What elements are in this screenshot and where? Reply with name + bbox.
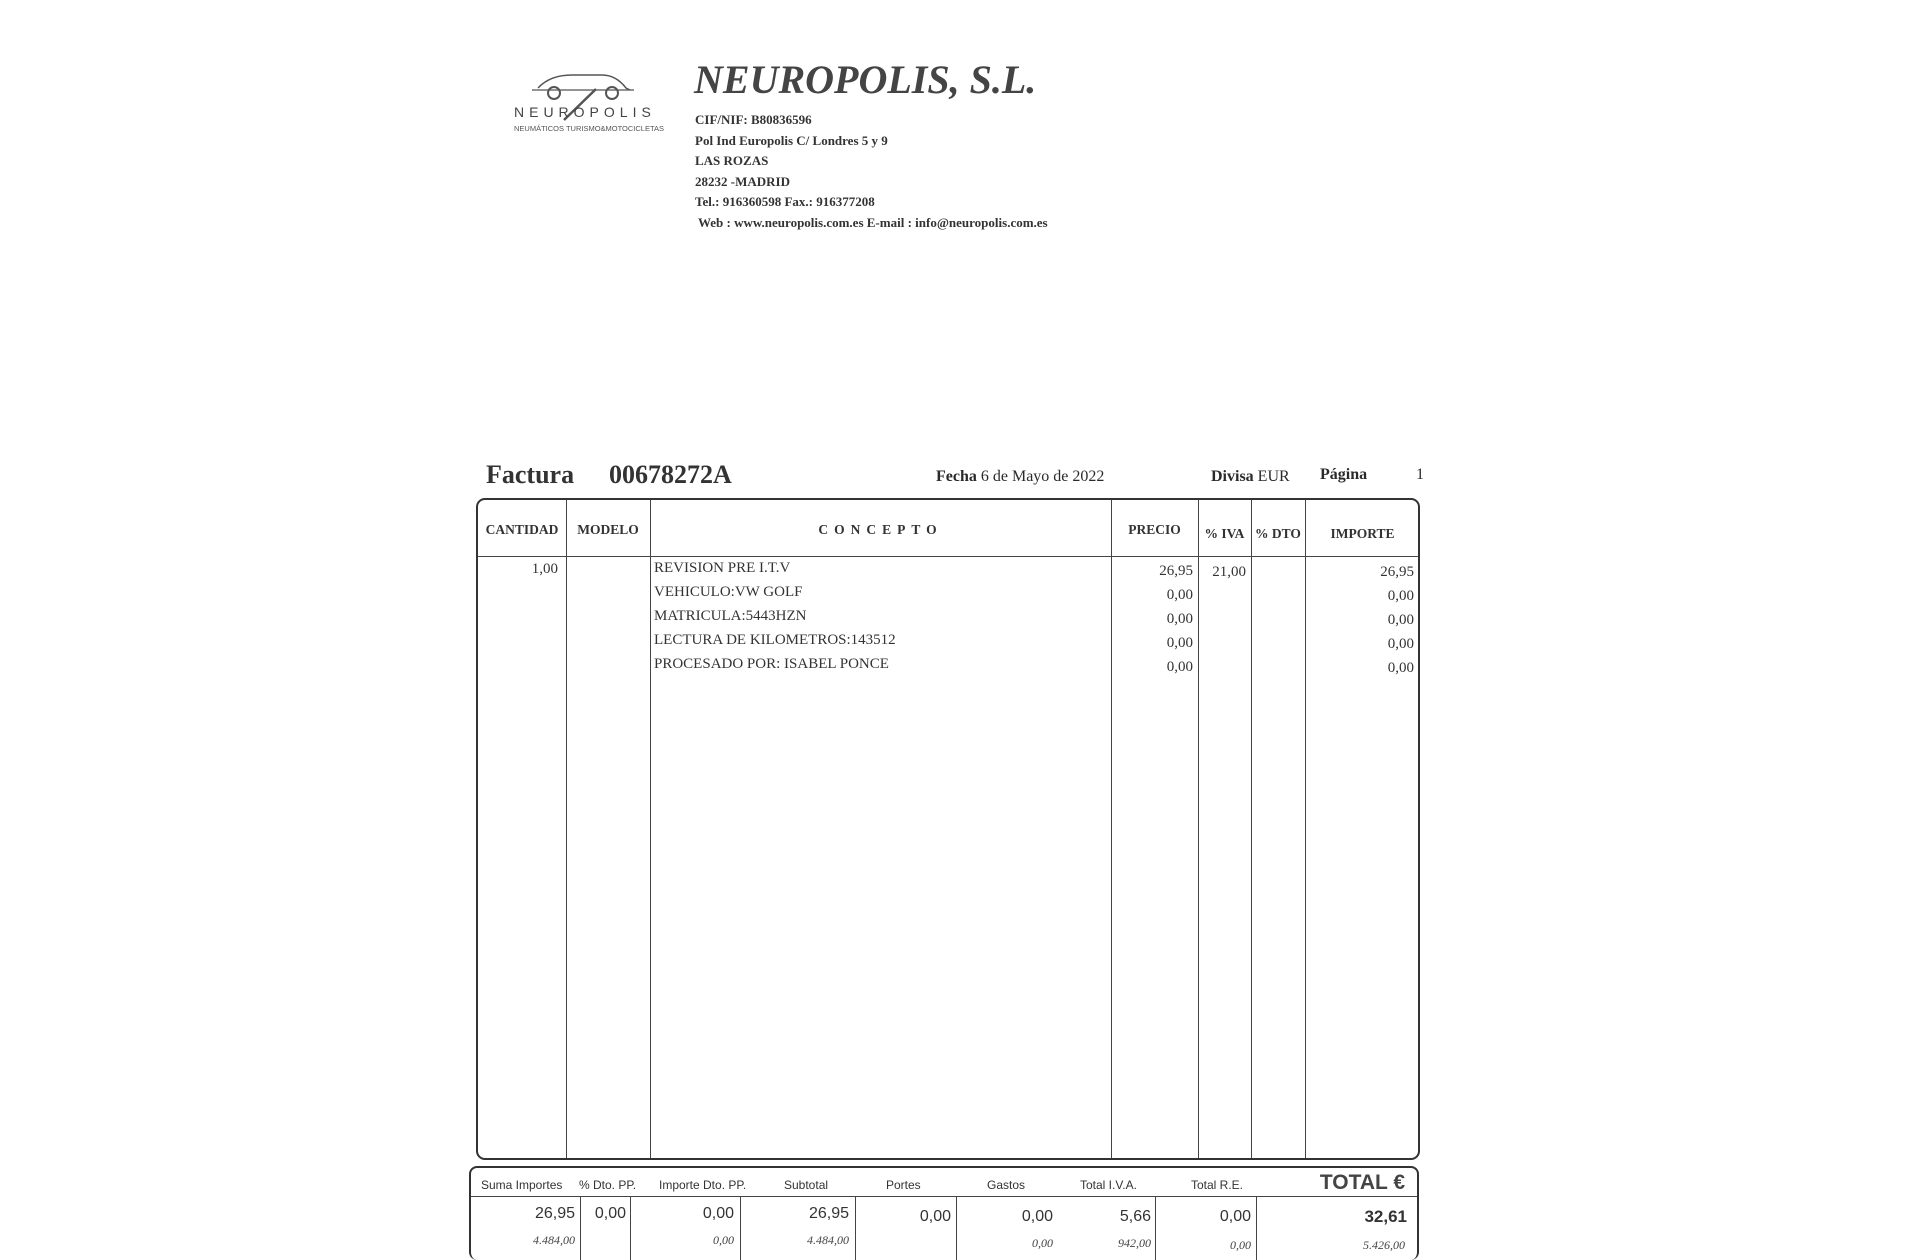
subvalue-subtotal: 4.484,00 [807,1233,849,1247]
value-total-re: 0,00 [1219,1208,1251,1225]
row-concepto: MATRICULA:5443HZN [654,608,807,624]
value-total: 32,61 [1364,1207,1407,1226]
header-cantidad: CANTIDAD [485,522,559,537]
row-precio: 26,95 [1159,563,1193,579]
header-iva: % IVA [1204,526,1245,541]
row-concepto: LECTURA DE KILOMETROS:143512 [654,632,896,648]
subvalue-total-iva: 942,00 [1118,1236,1151,1250]
value-dto-pp: 0,00 [594,1205,626,1222]
label-portes: Portes [886,1178,921,1192]
label-importe-dto: Importe Dto. PP. [659,1178,747,1192]
logo-brand: NEUROPOLIS [514,104,656,120]
row-iva: 21,00 [1212,564,1246,580]
subvalue-importe-dto: 0,00 [713,1233,734,1247]
invoice-page-label: Página [1320,466,1368,483]
value-subtotal: 26,95 [808,1205,849,1222]
header-importe: IMPORTE [1330,526,1395,541]
label-total: TOTAL € [1319,1171,1405,1194]
value-gastos: 0,00 [1021,1208,1053,1225]
row-cantidad: 1,00 [531,561,558,577]
row-precio: 0,00 [1166,659,1193,675]
date-value: 6 de Mayo de 2022 [980,468,1105,485]
row-importe: 0,00 [1387,660,1414,676]
label-suma: Suma Importes [481,1178,563,1192]
value-suma: 26,95 [534,1205,575,1222]
row-precio: 0,00 [1166,611,1193,627]
company-web: Web : www.neuropolis.com.es E-mail : info@neuropolis.com.es [698,214,1048,230]
company-address: Pol Ind Europolis C/ Londres 5 y 9 [695,132,888,148]
header-precio: PRECIO [1128,522,1181,537]
currency-value: EUR [1257,468,1290,485]
row-concepto: PROCESADO POR: ISABEL PONCE [654,656,889,672]
subvalue-gastos: 0,00 [1032,1236,1053,1250]
value-portes: 0,00 [919,1208,951,1225]
company-cif: CIF/NIF: B80836596 [695,112,812,127]
currency-label: Divisa [1211,468,1254,485]
header-dto: % DTO [1255,526,1301,541]
company-city: LAS ROZAS [695,153,769,168]
car-wrench-icon [510,55,660,135]
row-precio: 0,00 [1166,635,1193,651]
invoice-page-number: 1 [1416,466,1424,483]
row-importe: 0,00 [1387,636,1414,652]
value-importe-dto: 0,00 [702,1205,734,1222]
value-total-iva: 5,66 [1119,1208,1151,1225]
invoice-number: 00678272A [609,460,732,489]
subvalue-total: 5.426,00 [1363,1238,1405,1252]
company-postal: 28232 -MADRID [695,173,790,189]
row-precio: 0,00 [1166,587,1193,603]
invoice-date [936,468,1104,486]
invoice-currency [1211,468,1290,486]
subvalue-total-re: 0,00 [1230,1238,1251,1252]
items-table [476,498,1420,1160]
company-name: NEUROPOLIS, S.L. [694,57,1037,102]
row-concepto: VEHICULO:VW GOLF [654,584,803,600]
row-importe: 0,00 [1387,612,1414,628]
header-modelo: MODELO [577,522,639,537]
subvalue-suma: 4.484,00 [533,1233,575,1247]
label-gastos: Gastos [987,1178,1026,1192]
company-details [695,110,1048,233]
date-label: Fecha [936,468,977,485]
label-total-iva: Total I.V.A. [1080,1178,1137,1192]
invoice-title: Factura [486,460,575,489]
totals-box [469,1166,1419,1260]
label-subtotal: Subtotal [784,1178,829,1192]
label-dto-pp: % Dto. PP. [579,1178,637,1192]
row-concepto: REVISION PRE I.T.V [654,560,791,576]
company-phone: Tel.: 916360598 Fax.: 916377208 [695,194,875,209]
row-importe: 0,00 [1387,588,1414,604]
row-importe: 26,95 [1380,564,1414,580]
logo-tagline: NEUMÁTICOS TURISMO&MOTOCICLETAS [514,124,665,133]
header-concepto: CONCEPTO [818,522,943,537]
label-total-re: Total R.E. [1191,1178,1244,1192]
